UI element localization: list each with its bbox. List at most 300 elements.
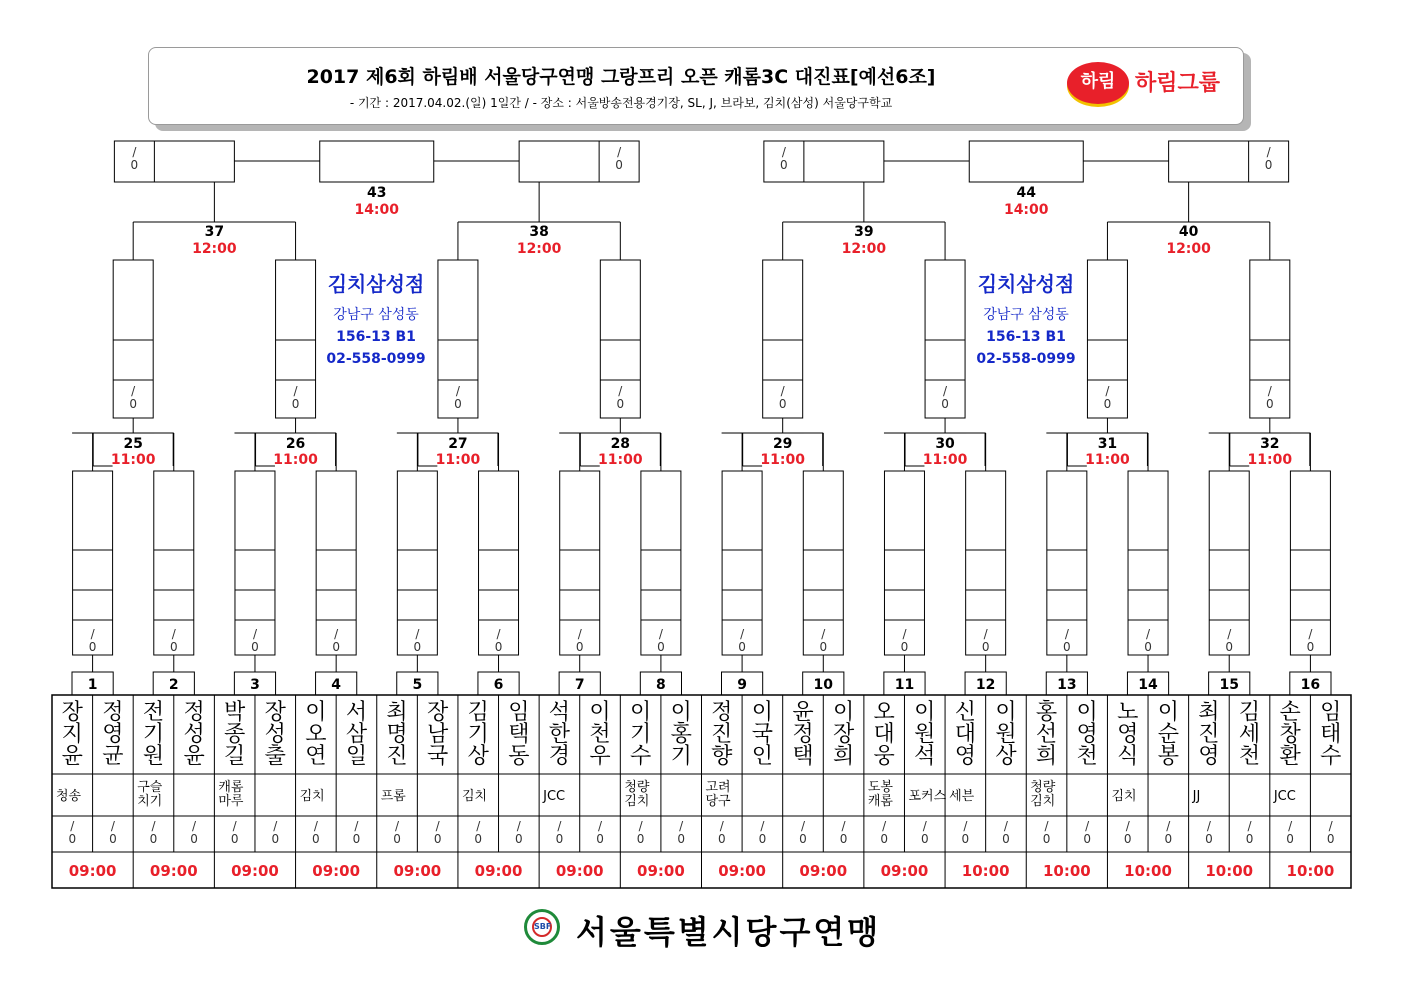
match-time-7: 09:00 — [555, 862, 604, 880]
player-score-value: 0 — [1245, 832, 1254, 846]
player-score-value: 0 — [230, 832, 239, 846]
player-name-char: 정 — [102, 700, 124, 725]
match-time-16: 10:00 — [1286, 862, 1335, 880]
match-number-11: 11 — [894, 677, 915, 693]
r1-winner-box-score-slash: / — [415, 627, 420, 641]
player-score-slash: / — [1328, 819, 1333, 833]
player-name-char: 삼 — [345, 722, 368, 747]
sbf-emblem-icon — [524, 909, 560, 945]
venue-phone: 02-558-0999 — [326, 351, 426, 367]
player-name-char: 이 — [1157, 700, 1179, 725]
round2-match-no-30: 30 — [935, 436, 955, 452]
player-name-char: 순 — [1157, 722, 1179, 747]
player-club: JCC — [1273, 789, 1296, 804]
r1-winner-box-score-value: 0 — [1063, 640, 1071, 654]
player-name-char: 봉 — [1157, 744, 1179, 769]
player-score-value: 0 — [393, 832, 401, 846]
player-name-char: 환 — [1279, 744, 1301, 769]
match-number-6: 6 — [493, 677, 504, 693]
r1-winner-box-score-value: 0 — [1306, 640, 1315, 654]
player-score-slash: / — [435, 819, 440, 833]
player-name-char: 오 — [305, 722, 327, 747]
player-name-char: 홍 — [670, 722, 692, 747]
match-number-10: 10 — [813, 677, 834, 693]
match-number-2: 2 — [168, 677, 179, 693]
player-score-slash: / — [1288, 819, 1293, 833]
player-name-char: 이 — [305, 700, 327, 725]
round4-match-no-43: 43 — [367, 185, 387, 201]
player-name-char: 희 — [832, 744, 855, 769]
player-name-char: 창 — [1279, 722, 1301, 747]
player-name-char: 장 — [832, 722, 855, 747]
player-name-char: 임 — [1320, 700, 1342, 725]
player-name-char: 선 — [1035, 722, 1058, 747]
player-club: 프롬 — [380, 789, 406, 804]
player-name-char: 진 — [711, 722, 733, 747]
player-name-char: 진 — [1198, 722, 1220, 747]
player-name-char: 이 — [914, 700, 936, 725]
r3-winner-score-value: 0 — [780, 158, 788, 172]
match-time-9: 09:00 — [718, 862, 766, 880]
match-number-13: 13 — [1057, 677, 1077, 693]
venue-address-detail: 156-13 B1 — [336, 329, 416, 345]
r2-winner-box-score-slash: / — [618, 384, 623, 398]
r3-winner-score-slash: / — [1266, 145, 1271, 159]
player-club: JCC — [543, 789, 566, 804]
round3-time-38: 12:00 — [516, 241, 562, 257]
r1-winner-box-score-slash: / — [90, 627, 95, 641]
player-score-value: 0 — [636, 832, 645, 846]
player-score-slash: / — [354, 819, 359, 833]
round4-match-no-44: 44 — [1016, 185, 1036, 201]
player-club: 김치 — [1111, 789, 1137, 804]
r2-winner-box-score-slash: / — [131, 384, 136, 398]
player-score-value: 0 — [1123, 832, 1132, 846]
player-name-char: 김 — [467, 700, 489, 725]
player-score-slash: / — [597, 819, 603, 833]
round2-time-28: 11:00 — [598, 452, 643, 468]
player-name-char: 임 — [508, 700, 530, 725]
player-club: 고려 — [705, 780, 731, 795]
player-name-char: 이 — [629, 700, 652, 725]
player-score-slash: / — [1044, 819, 1049, 833]
player-score-slash: / — [557, 819, 562, 833]
player-name-char: 영 — [102, 722, 124, 747]
player-name-char: 상 — [995, 744, 1017, 769]
r2-winner-box-score-value: 0 — [291, 397, 300, 411]
round2-time-27: 11:00 — [435, 452, 481, 468]
player-score-slash: / — [1247, 819, 1252, 833]
player-score-slash: / — [395, 819, 400, 833]
player-score-value: 0 — [758, 832, 767, 846]
player-club: 당구 — [705, 794, 731, 809]
player-name-char: 동 — [508, 744, 530, 769]
player-name-char: 남 — [427, 722, 449, 747]
title-panel — [148, 47, 1244, 125]
r1-winner-box-score-slash: / — [740, 627, 745, 641]
r1-winner-box-score-value: 0 — [819, 640, 828, 654]
match-time-6: 09:00 — [474, 862, 523, 880]
player-name-char: 기 — [629, 722, 652, 747]
round2-time-26: 11:00 — [273, 452, 318, 468]
r1-winner-box-score-slash: / — [577, 627, 582, 641]
player-name-char: 천 — [589, 722, 611, 747]
r2-winner-box-score-value: 0 — [778, 397, 787, 411]
player-name-char: 석 — [548, 700, 571, 725]
match-number-4: 4 — [331, 677, 342, 693]
player-name-char: 우 — [589, 744, 611, 769]
player-score-slash: / — [70, 819, 75, 833]
player-name-char: 수 — [629, 744, 652, 769]
r2-winner-box-score-value: 0 — [941, 397, 949, 411]
player-score-value: 0 — [1164, 832, 1173, 846]
player-score-value: 0 — [474, 832, 483, 846]
player-score-value: 0 — [555, 832, 564, 846]
player-name-char: 출 — [264, 744, 286, 769]
r1-winner-box-score-slash: / — [1146, 627, 1151, 641]
player-name-char: 택 — [792, 744, 814, 769]
r1-winner-box-score-value: 0 — [900, 640, 909, 654]
player-score-slash: / — [110, 819, 115, 833]
player-score-value: 0 — [717, 832, 726, 846]
match-time-13: 10:00 — [1042, 862, 1091, 880]
player-score-value: 0 — [1205, 832, 1213, 846]
player-name-char: 명 — [386, 722, 408, 747]
r2-winner-box-score-slash: / — [1267, 384, 1272, 398]
player-score-value: 0 — [190, 832, 198, 846]
r3-winner-score-value: 0 — [1264, 158, 1273, 172]
player-club: 도봉 — [867, 780, 893, 795]
round2-match-no-31: 31 — [1097, 436, 1118, 452]
player-name-char: 이 — [995, 700, 1017, 725]
player-score-slash: / — [232, 819, 237, 833]
player-name-char: 영 — [954, 744, 976, 769]
page-subtitle: - 기간 : 2017.04.02.(일) 1일간 / - 장소 : 서울방송전용경기장, SL, J, 브라보, 김치(삼성) 서울당구학교 — [349, 96, 893, 110]
r2-winner-box-score-value: 0 — [454, 397, 462, 411]
player-name-char: 천 — [1076, 744, 1098, 769]
round3-time-37: 12:00 — [192, 241, 237, 257]
r3-winner-score-value: 0 — [130, 158, 139, 172]
player-name-char: 석 — [914, 744, 936, 769]
player-score-value: 0 — [1326, 832, 1335, 846]
r1-winner-box-score-value: 0 — [981, 640, 990, 654]
round4-time-43: 14:00 — [354, 202, 400, 218]
r1-winner-box-score-value: 0 — [1225, 640, 1234, 654]
player-club: 청량 — [624, 780, 650, 795]
match-number-3: 3 — [250, 677, 260, 693]
player-name-char: 택 — [508, 722, 530, 747]
player-name-char: 국 — [427, 744, 449, 769]
player-score-value: 0 — [271, 832, 280, 846]
venue-address: 강남구 삼성동 — [333, 307, 419, 323]
player-name-char: 일 — [345, 744, 368, 769]
r1-winner-box-score-slash: / — [658, 627, 663, 641]
r2-winner-box-score-slash: / — [943, 384, 948, 398]
player-name-char: 김 — [1238, 700, 1261, 725]
player-name-char: 영 — [1117, 722, 1139, 747]
player-name-char: 기 — [467, 722, 489, 747]
player-score-value: 0 — [839, 832, 848, 846]
player-score-value: 0 — [433, 832, 442, 846]
venue-name: 김치삼성점 — [327, 272, 425, 296]
r2-winner-box-score-slash: / — [293, 384, 298, 398]
player-name-char: 진 — [386, 744, 408, 769]
player-name-char: 종 — [224, 722, 246, 747]
player-name-char: 이 — [589, 700, 611, 725]
match-time-5: 09:00 — [393, 862, 442, 880]
player-name-char: 장 — [264, 700, 286, 725]
organization-name: 서울특별시당구연맹 — [576, 913, 882, 951]
r1-winner-box-score-value: 0 — [413, 640, 422, 654]
round3-match-no-39: 39 — [854, 224, 874, 240]
player-name-char: 상 — [467, 744, 489, 769]
match-number-14: 14 — [1138, 677, 1158, 693]
player-score-slash: / — [922, 819, 927, 833]
match-time-4: 09:00 — [312, 862, 361, 880]
r1-winner-box-score-slash: / — [171, 627, 176, 641]
r1-winner-box-score-slash: / — [983, 627, 988, 641]
r1-winner-box-score-value: 0 — [88, 640, 97, 654]
player-name-char: 이 — [670, 700, 692, 725]
player-name-char: 오 — [873, 700, 895, 725]
player-club: 김치 — [461, 789, 488, 804]
player-score-slash: / — [151, 819, 156, 833]
sbf-emblem-text: SBF — [532, 917, 552, 937]
round2-match-no-27: 27 — [448, 436, 468, 452]
player-club: 청송 — [56, 789, 82, 804]
player-name-char: 천 — [1238, 744, 1261, 769]
r1-winner-box-score-value: 0 — [169, 640, 178, 654]
player-score-slash: / — [882, 819, 887, 833]
venue-name: 김치삼성점 — [977, 272, 1075, 296]
player-club: 김치 — [624, 794, 650, 809]
player-name-char: 기 — [670, 744, 692, 769]
player-score-slash: / — [313, 819, 318, 833]
player-score-value: 0 — [352, 832, 361, 846]
player-name-char: 이 — [751, 700, 774, 725]
page-title: 2017 제6회 하림배 서울당구연맹 그랑프리 오픈 캐롬3C 대진표[예선6조] — [306, 66, 936, 88]
player-name-char: 영 — [1198, 744, 1220, 769]
round2-time-29: 11:00 — [760, 452, 805, 468]
player-score-value: 0 — [920, 832, 929, 846]
player-name-char: 연 — [305, 744, 327, 769]
r4-winner-box — [320, 141, 434, 182]
r3-winner-score-value: 0 — [615, 158, 623, 172]
round3-time-40: 12:00 — [1166, 241, 1211, 257]
player-name-char: 경 — [548, 744, 571, 769]
player-name-char: 윤 — [183, 744, 205, 769]
round2-time-25: 11:00 — [110, 452, 156, 468]
player-name-char: 한 — [548, 722, 571, 747]
round3-match-no-38: 38 — [529, 224, 549, 240]
player-name-char: 성 — [264, 722, 286, 747]
player-name-char: 기 — [142, 722, 165, 747]
player-name-char: 이 — [1076, 700, 1098, 725]
r1-winner-box-score-slash: / — [252, 627, 257, 641]
match-time-14: 10:00 — [1124, 862, 1172, 880]
player-score-slash: / — [800, 819, 806, 833]
match-time-10: 09:00 — [799, 862, 848, 880]
match-time-2: 09:00 — [149, 862, 198, 880]
player-name-char: 최 — [386, 700, 408, 725]
player-score-value: 0 — [596, 832, 604, 846]
player-score-value: 0 — [1286, 832, 1294, 846]
match-number-7: 7 — [574, 677, 585, 693]
player-score-slash: / — [273, 819, 278, 833]
player-club: JJ — [1192, 789, 1201, 804]
player-name-char: 국 — [751, 722, 774, 747]
player-name-char: 장 — [427, 700, 449, 725]
venue-phone: 02-558-0999 — [976, 351, 1076, 367]
player-club: 치기 — [137, 794, 163, 809]
player-score-value: 0 — [677, 832, 686, 846]
player-name-char: 대 — [954, 722, 976, 747]
r1-winner-box-score-slash: / — [1227, 627, 1232, 641]
match-time-15: 10:00 — [1205, 862, 1254, 880]
round2-time-32: 11:00 — [1247, 452, 1293, 468]
match-time-11: 09:00 — [880, 862, 929, 880]
player-score-value: 0 — [880, 832, 888, 846]
r2-winner-box-score-value: 0 — [1265, 397, 1274, 411]
match-number-15: 15 — [1219, 677, 1239, 693]
r1-winner-box-score-value: 0 — [251, 640, 259, 654]
venue-info-right — [941, 272, 1111, 370]
player-name-char: 영 — [1076, 722, 1098, 747]
player-name-char: 노 — [1117, 700, 1139, 725]
round2-match-no-28: 28 — [610, 436, 631, 452]
r1-winner-box-score-value: 0 — [1144, 640, 1152, 654]
player-name-char: 정 — [711, 700, 733, 725]
player-club: 김치 — [1030, 794, 1056, 809]
player-name-char: 정 — [792, 722, 814, 747]
player-name-char: 정 — [183, 700, 205, 725]
r2-winner-box-score-value: 0 — [616, 397, 625, 411]
player-name-char: 손 — [1279, 700, 1301, 725]
player-score-slash: / — [760, 819, 765, 833]
r2-winner-box-score-value: 0 — [129, 397, 138, 411]
player-score-slash: / — [516, 819, 521, 833]
player-name-char: 서 — [345, 700, 368, 725]
player-name-char: 지 — [61, 722, 83, 747]
player-name-char: 길 — [224, 744, 246, 769]
player-score-slash: / — [192, 819, 197, 833]
harim-logo-icon: 하림 — [1067, 62, 1129, 104]
player-score-slash: / — [1166, 819, 1171, 833]
player-club: 청량 — [1030, 780, 1056, 795]
venue-address: 강남구 삼성동 — [983, 307, 1069, 323]
player-club: 캐롬 — [867, 794, 893, 809]
round4-time-44: 14:00 — [1003, 202, 1049, 218]
player-score-slash: / — [1085, 819, 1090, 833]
r3-winner-score-slash: / — [617, 145, 622, 159]
r1-winner-box-score-value: 0 — [657, 640, 665, 654]
player-name-char: 전 — [142, 700, 165, 725]
player-name-char: 태 — [1320, 722, 1342, 747]
player-score-value: 0 — [68, 832, 77, 846]
player-club: 포커스 — [908, 789, 947, 804]
player-name-char: 균 — [102, 744, 124, 769]
player-name-char: 웅 — [873, 744, 895, 769]
r1-winner-box-score-value: 0 — [494, 640, 503, 654]
player-score-value: 0 — [515, 832, 523, 846]
player-score-value: 0 — [1042, 832, 1051, 846]
player-score-value: 0 — [312, 832, 320, 846]
player-name-char: 수 — [1320, 744, 1342, 769]
player-name-char: 원 — [142, 744, 165, 769]
venue-address-detail: 156-13 B1 — [986, 329, 1066, 345]
player-club: 구슬 — [137, 780, 163, 795]
player-score-value: 0 — [961, 832, 970, 846]
round2-time-31: 11:00 — [1085, 452, 1130, 468]
round2-match-no-32: 32 — [1260, 436, 1280, 452]
player-name-char: 원 — [995, 722, 1017, 747]
r1-winner-box-score-value: 0 — [575, 640, 584, 654]
match-number-8: 8 — [656, 677, 666, 693]
match-time-8: 09:00 — [637, 862, 685, 880]
match-time-12: 10:00 — [961, 862, 1010, 880]
player-name-char: 최 — [1198, 700, 1220, 725]
r1-winner-box-score-value: 0 — [332, 640, 340, 654]
match-time-1: 09:00 — [68, 862, 117, 880]
player-score-value: 0 — [1002, 832, 1010, 846]
venue-info-left — [291, 272, 461, 370]
r1-winner-box-score-slash: / — [821, 627, 826, 641]
r2-winner-box-score-slash: / — [1105, 384, 1110, 398]
player-name-char: 박 — [224, 700, 246, 725]
round3-match-no-40: 40 — [1178, 224, 1199, 240]
r1-winner-box-score-slash: / — [496, 627, 501, 641]
player-score-value: 0 — [799, 832, 807, 846]
harim-group-logo-text: 하림그룹 — [1135, 71, 1221, 96]
r1-winner-box-score-slash: / — [1064, 627, 1069, 641]
round2-time-30: 11:00 — [922, 452, 968, 468]
r1-winner-box-score-slash: / — [902, 627, 907, 641]
player-name-char: 신 — [954, 700, 976, 725]
player-name-char: 홍 — [1035, 700, 1058, 725]
player-score-slash: / — [476, 819, 481, 833]
player-name-char: 원 — [914, 722, 936, 747]
round3-time-39: 12:00 — [841, 241, 887, 257]
match-number-12: 12 — [975, 677, 996, 693]
r2-winner-box-score-value: 0 — [1103, 397, 1112, 411]
player-name-char: 인 — [751, 744, 774, 769]
match-time-3: 09:00 — [231, 862, 279, 880]
player-score-slash: / — [719, 819, 724, 833]
player-name-char: 식 — [1117, 744, 1139, 769]
player-name-char: 윤 — [792, 700, 814, 725]
player-score-slash: / — [963, 819, 968, 833]
r1-winner-box-score-slash: / — [334, 627, 339, 641]
player-score-slash: / — [1125, 819, 1130, 833]
player-score-slash: / — [679, 819, 684, 833]
r1-winner-box-score-slash: / — [1308, 627, 1313, 641]
player-name-char: 향 — [711, 744, 733, 769]
round2-match-no-26: 26 — [285, 436, 306, 452]
player-score-slash: / — [638, 819, 643, 833]
player-score-value: 0 — [1083, 832, 1091, 846]
player-club: 김치 — [299, 789, 325, 804]
player-score-value: 0 — [109, 832, 117, 846]
player-club: 세븐 — [949, 789, 975, 804]
player-name-char: 세 — [1238, 722, 1261, 747]
player-name-char: 윤 — [61, 744, 83, 769]
match-number-5: 5 — [412, 677, 423, 693]
player-club: 캐롬 — [218, 780, 244, 795]
player-club: 마루 — [218, 794, 244, 809]
player-score-value: 0 — [149, 832, 158, 846]
r3-winner-score-slash: / — [132, 145, 137, 159]
player-name-char: 이 — [832, 700, 855, 725]
